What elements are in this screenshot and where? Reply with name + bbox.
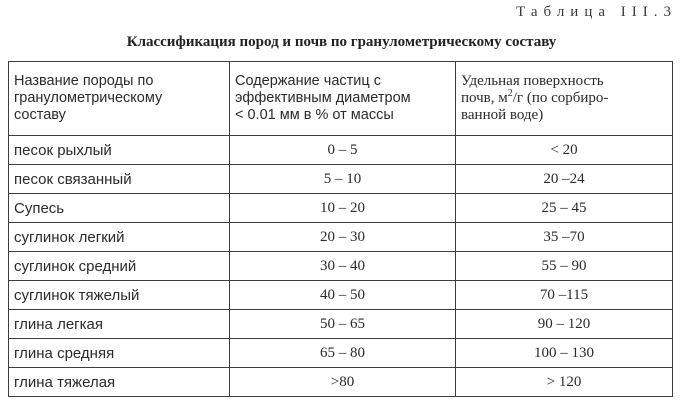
header-rock-name-line: гранулометрическому <box>14 90 163 106</box>
particle-content-cell: 30 – 40 <box>230 252 456 281</box>
superscript: 2 <box>507 88 513 99</box>
header-rock-name <box>9 62 230 136</box>
header-particle-content-line: < 0.01 мм в % от массы <box>235 107 394 123</box>
rock-name-cell: песок связанный <box>9 165 230 194</box>
specific-surface-cell: 20 –24 <box>456 165 673 194</box>
rock-name-cell: песок рыхлый <box>9 136 230 165</box>
header-specific-surface <box>456 62 673 136</box>
particle-content-cell: 0 – 5 <box>230 136 456 165</box>
table-row <box>9 281 673 310</box>
header-specific-surface-line: почв, м <box>461 90 508 106</box>
table-row <box>9 310 673 339</box>
specific-surface-cell: < 20 <box>456 136 673 165</box>
table-row <box>9 194 673 223</box>
header-particle-content <box>230 62 456 136</box>
header-particle-content-line: эффективным диаметром <box>235 90 411 106</box>
header-rock-name-line: составу <box>14 107 66 123</box>
rock-name-cell: глина тяжелая <box>9 368 230 397</box>
particle-content-cell: 50 – 65 <box>230 310 456 339</box>
particle-content-cell: >80 <box>230 368 456 397</box>
header-row <box>9 62 673 136</box>
table-caption: Классификация пород и почв по гранулометрическому составу <box>126 34 557 50</box>
header-specific-surface-line: /г (по сорбиро- <box>512 90 609 106</box>
specific-surface-cell: 35 –70 <box>456 223 673 252</box>
particle-content-cell: 40 – 50 <box>230 281 456 310</box>
table-row <box>9 136 673 165</box>
specific-surface-cell: 70 –115 <box>456 281 673 310</box>
table-row <box>9 252 673 281</box>
rock-name-cell: глина средняя <box>9 339 230 368</box>
table-row <box>9 223 673 252</box>
particle-content-cell: 10 – 20 <box>230 194 456 223</box>
particle-content-cell: 20 – 30 <box>230 223 456 252</box>
specific-surface-cell: 100 – 130 <box>456 339 673 368</box>
particle-content-cell: 5 – 10 <box>230 165 456 194</box>
header-specific-surface-line: Удельная поверхность <box>461 73 604 89</box>
header-specific-surface-line: ванной воде) <box>461 107 544 123</box>
table-row <box>9 165 673 194</box>
rock-name-cell: суглинок средний <box>9 252 230 281</box>
rock-name-cell: Супесь <box>9 194 230 223</box>
specific-surface-cell: 25 – 45 <box>456 194 673 223</box>
rock-name-cell: суглинок тяжелый <box>9 281 230 310</box>
rock-name-cell: суглинок легкий <box>9 223 230 252</box>
table-number: Таблица III.3 <box>516 4 677 20</box>
header-particle-content-line: Содержание частиц с <box>235 73 381 89</box>
specific-surface-cell: 90 – 120 <box>456 310 673 339</box>
particle-content-cell: 65 – 80 <box>230 339 456 368</box>
classification-table <box>8 61 673 397</box>
table-row <box>9 368 673 397</box>
specific-surface-cell: > 120 <box>456 368 673 397</box>
table-row <box>9 339 673 368</box>
rock-name-cell: глина легкая <box>9 310 230 339</box>
specific-surface-cell: 55 – 90 <box>456 252 673 281</box>
header-rock-name-line: Название породы по <box>14 73 154 89</box>
